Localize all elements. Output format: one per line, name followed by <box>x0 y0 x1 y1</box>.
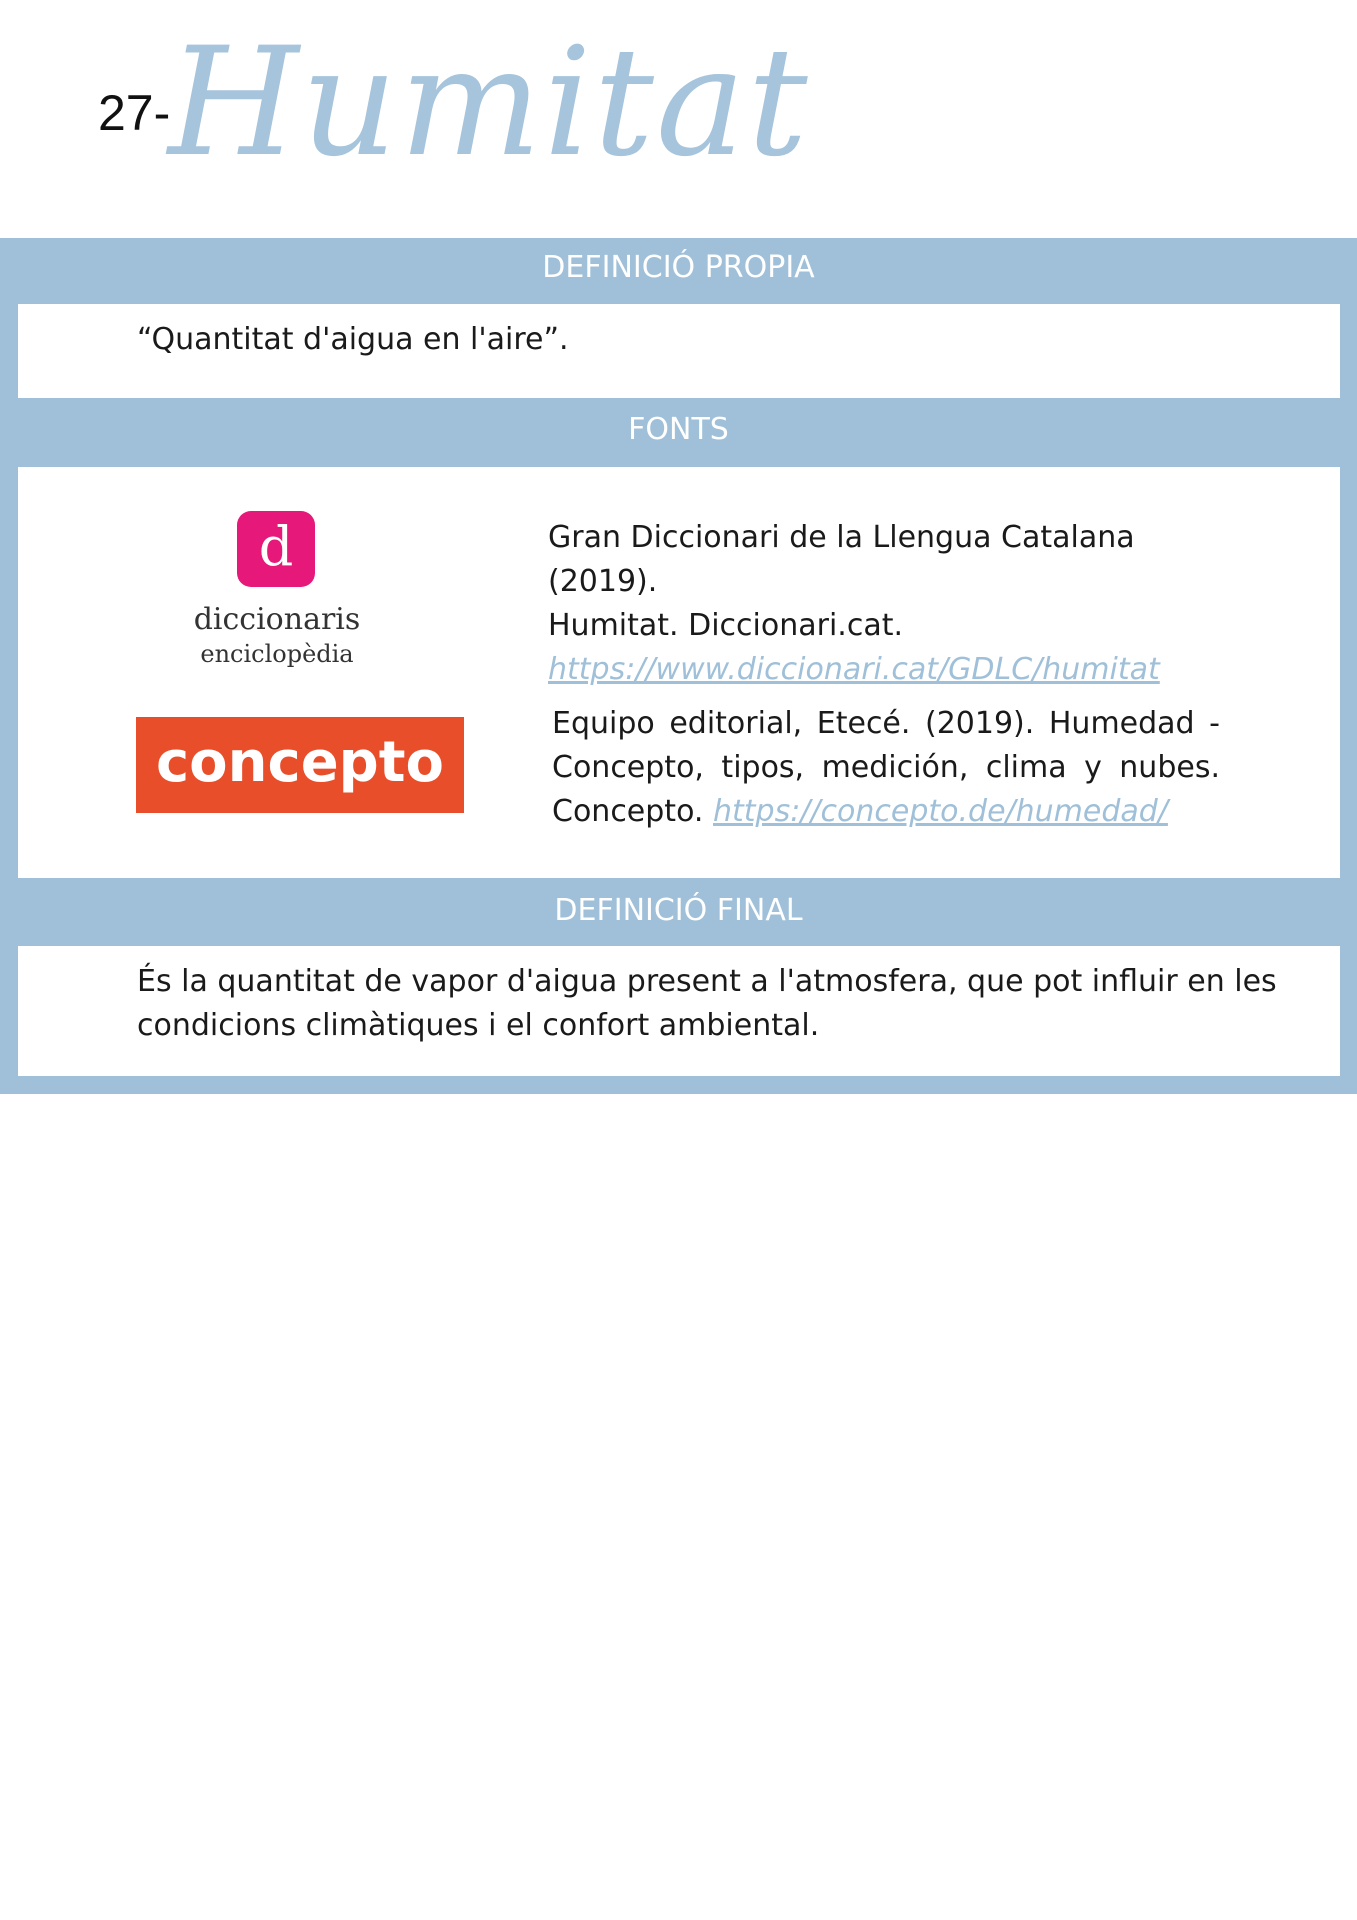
fonts-heading: FONTS <box>628 412 729 447</box>
page-title: Humitat <box>168 16 810 190</box>
diccionaris-logo-mark: d <box>237 511 315 587</box>
definicio-propia-heading: DEFINICIÓ PROPIA <box>542 250 815 285</box>
concepto-logo: concepto <box>136 717 464 813</box>
diccionaris-logo-subtitle: enciclopèdia <box>200 640 354 668</box>
citation-line: Concepto, tipos, medición, clima y nubes. <box>552 750 1220 785</box>
citation-line: Humitat. Diccionari.cat. <box>548 608 904 643</box>
citation-publisher: Concepto. <box>552 794 704 829</box>
definicio-propia-panel <box>18 304 1340 398</box>
citation-diccionari <box>548 516 1248 692</box>
definicio-final-panel <box>18 946 1340 1076</box>
definicio-final-text: És la quantitat de vapor d'aigua present a l'atmosfera, que pot influir en les condicions climàtiques i el confort ambiental. <box>137 964 1277 1043</box>
definicio-propia-text: “Quantitat d'aigua en l'aire”. <box>137 322 569 357</box>
citation-line: Gran Diccionari de la Llengua Catalana (2019). <box>548 520 1135 599</box>
diccionaris-logo-wordmark: diccionaris <box>193 602 361 637</box>
source-link-concepto[interactable]: https://concepto.de/humedad/ <box>712 794 1168 829</box>
citation-line <box>552 790 1220 834</box>
citation-line: Equipo editorial, Etecé. (2019). Humedad - <box>552 706 1220 741</box>
source-link-diccionari[interactable]: https://www.diccionari.cat/GDLC/humitat <box>548 652 1160 687</box>
definicio-final-heading: DEFINICIÓ FINAL <box>554 893 803 928</box>
citation-concepto <box>552 702 1220 834</box>
page-number: 27- <box>98 85 171 141</box>
